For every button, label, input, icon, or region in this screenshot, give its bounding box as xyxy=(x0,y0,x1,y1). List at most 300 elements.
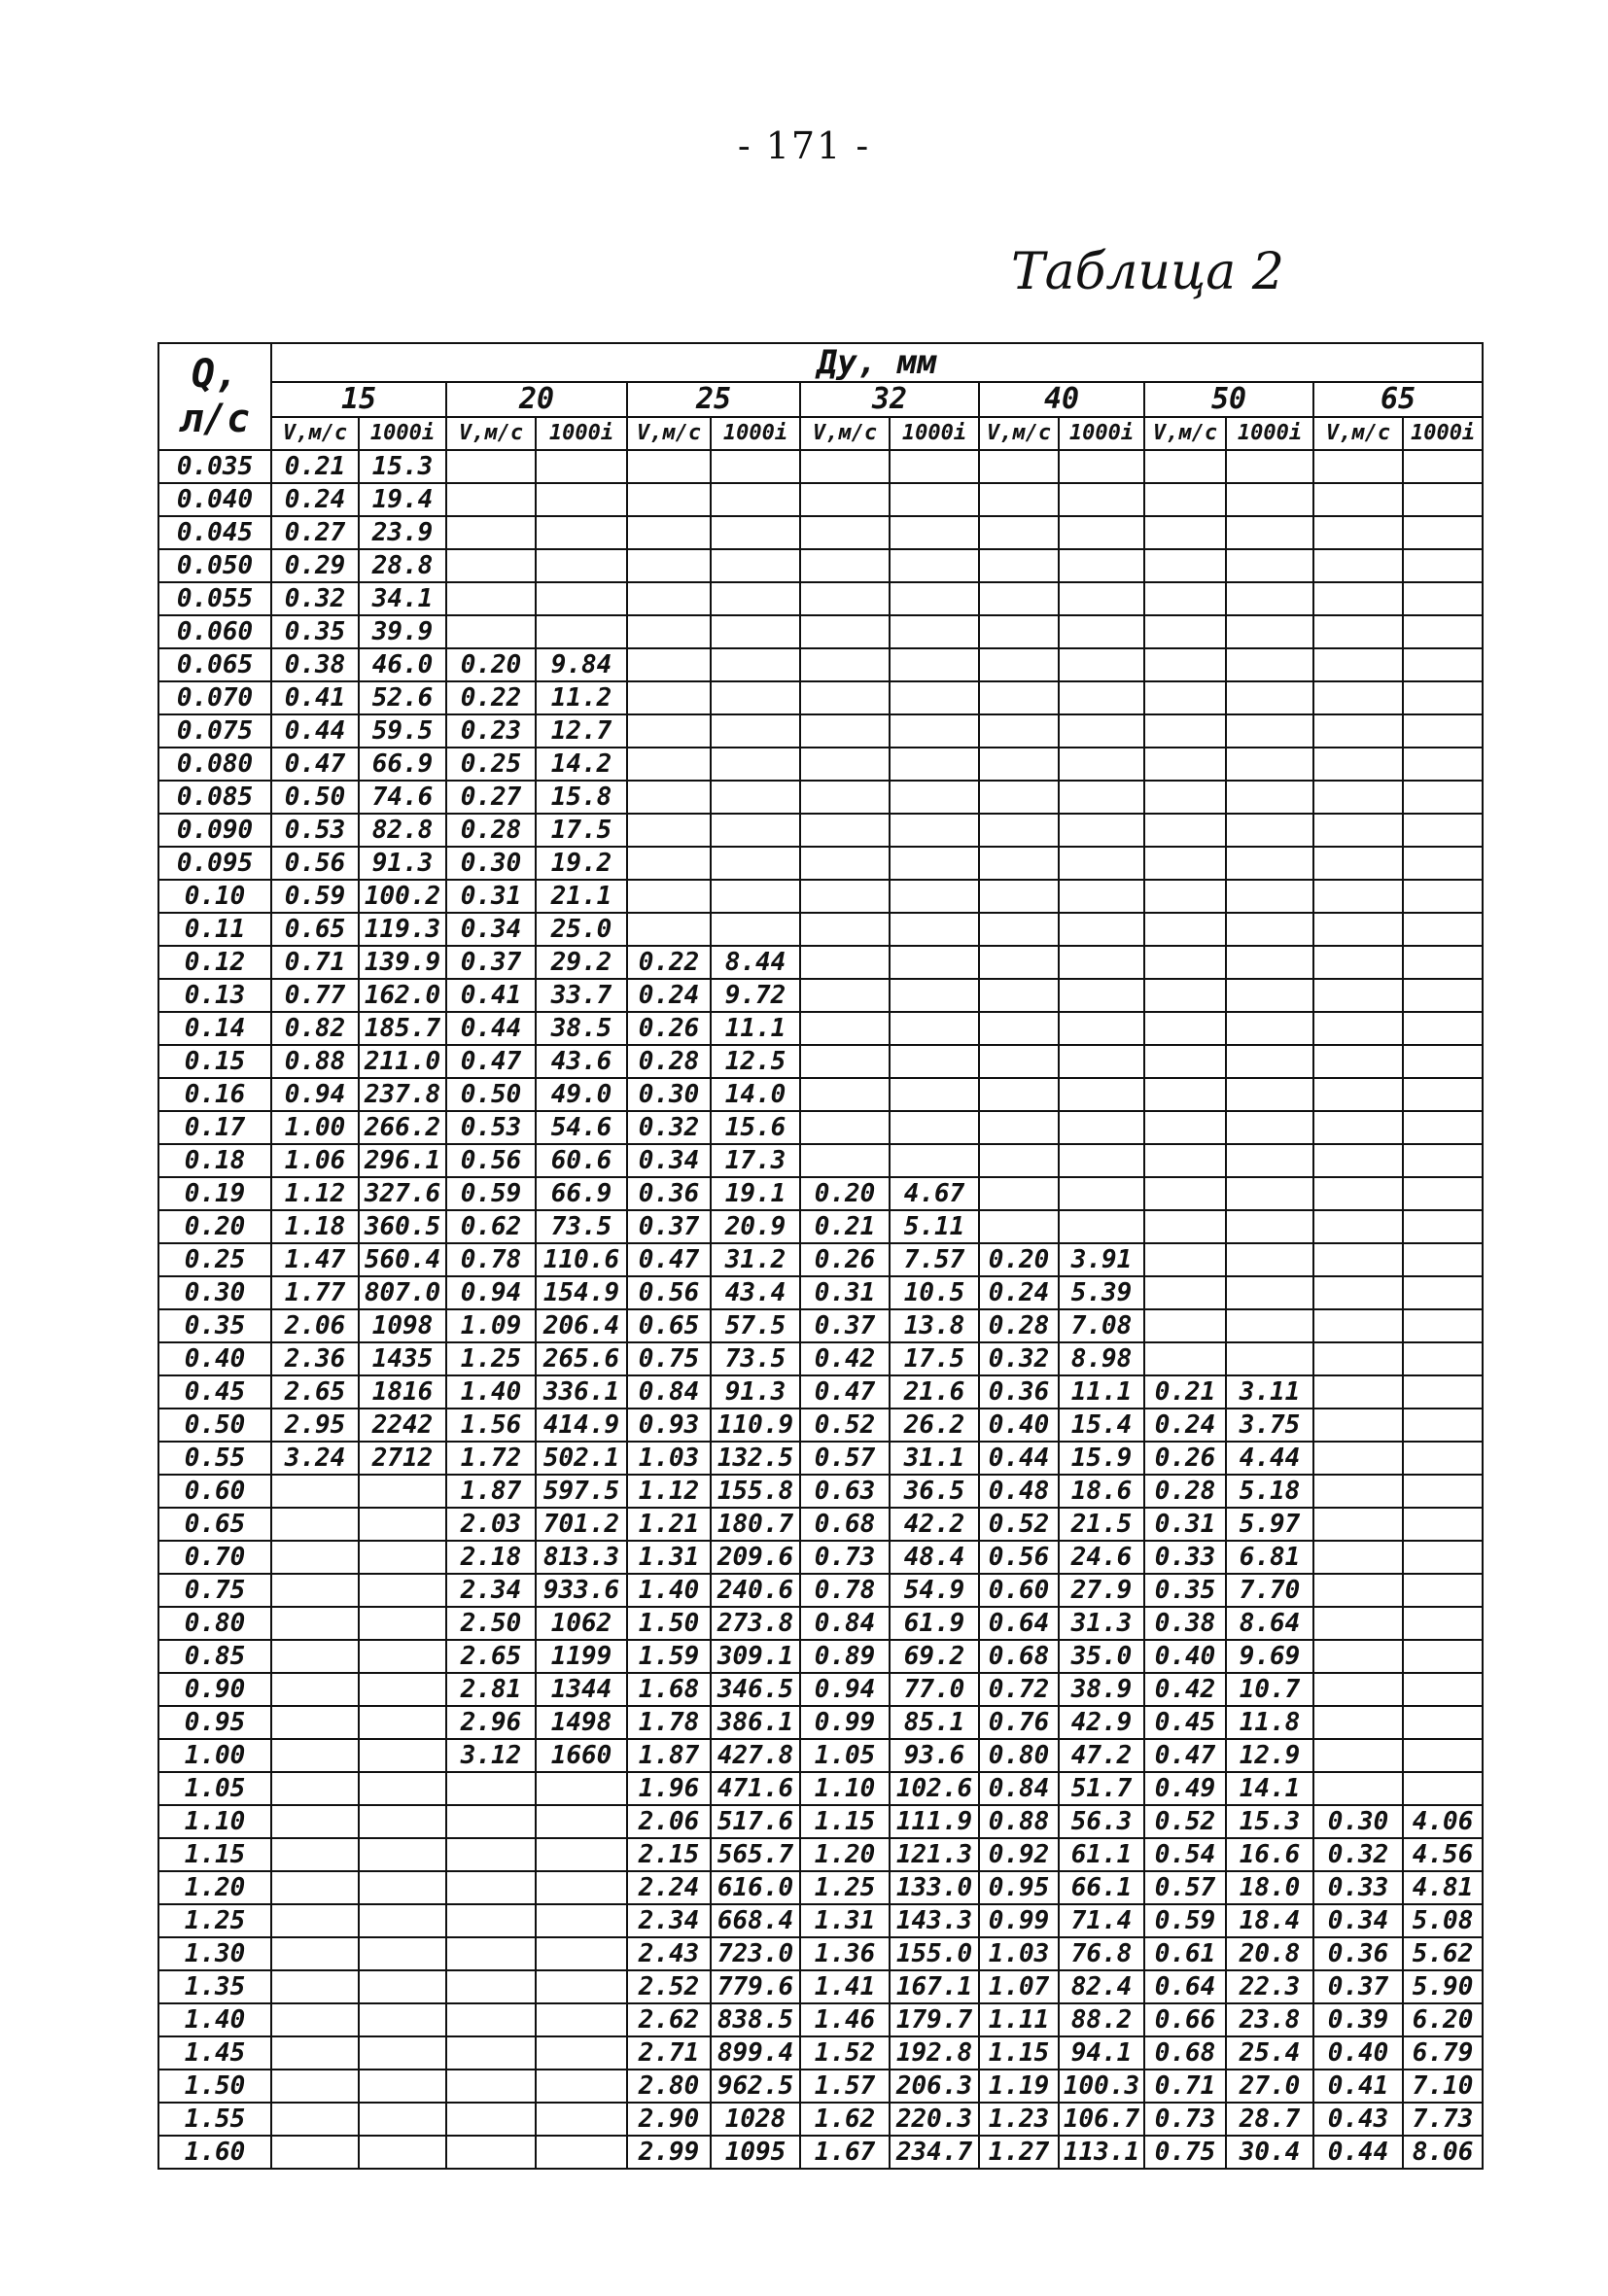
velocity-cell: 0.33 xyxy=(1313,1871,1403,1904)
headloss-cell: 48.4 xyxy=(890,1541,979,1574)
headloss-cell xyxy=(1403,1673,1483,1706)
velocity-cell: 0.40 xyxy=(1313,2036,1403,2070)
velocity-cell: 0.45 xyxy=(1144,1706,1226,1739)
headloss-cell xyxy=(890,1144,979,1177)
velocity-cell: 1.03 xyxy=(979,1937,1059,1970)
headloss-cell: 88.2 xyxy=(1059,2003,1144,2036)
velocity-cell: 0.88 xyxy=(271,1045,359,1078)
velocity-cell xyxy=(1313,1739,1403,1772)
headloss-cell xyxy=(1403,1508,1483,1541)
velocity-cell xyxy=(446,1904,536,1937)
headloss-cell xyxy=(1403,1243,1483,1276)
velocity-cell: 0.71 xyxy=(271,946,359,979)
headloss-cell xyxy=(890,549,979,582)
velocity-cell: 0.72 xyxy=(979,1673,1059,1706)
velocity-cell: 0.99 xyxy=(800,1706,890,1739)
headloss-cell: 133.0 xyxy=(890,1871,979,1904)
velocity-cell xyxy=(271,1805,359,1838)
headloss-cell xyxy=(1226,1078,1313,1111)
headloss-cell xyxy=(359,2003,446,2036)
velocity-cell xyxy=(271,1706,359,1739)
headloss-cell xyxy=(890,516,979,549)
velocity-cell: 0.40 xyxy=(979,1409,1059,1442)
headloss-cell: 36.5 xyxy=(890,1475,979,1508)
headloss-cell: 346.5 xyxy=(711,1673,800,1706)
headloss-cell xyxy=(1226,748,1313,781)
velocity-cell: 0.31 xyxy=(1144,1508,1226,1541)
headloss-cell: 76.8 xyxy=(1059,1937,1144,1970)
velocity-cell xyxy=(979,1078,1059,1111)
headloss-cell xyxy=(711,549,800,582)
headloss-cell xyxy=(536,1805,627,1838)
headloss-cell xyxy=(1059,582,1144,615)
velocity-cell xyxy=(446,450,536,483)
flow-rate-cell: 0.90 xyxy=(158,1673,271,1706)
headloss-cell: 46.0 xyxy=(359,648,446,681)
headloss-cell: 73.5 xyxy=(711,1342,800,1375)
headloss-cell xyxy=(1226,880,1313,913)
velocity-cell xyxy=(1144,913,1226,946)
velocity-cell: 2.81 xyxy=(446,1673,536,1706)
table-row xyxy=(158,483,1483,516)
headloss-cell: 12.5 xyxy=(711,1045,800,1078)
velocity-cell: 1.19 xyxy=(979,2070,1059,2103)
headloss-cell: 26.2 xyxy=(890,1409,979,1442)
table-row xyxy=(158,748,1483,781)
headloss-cell xyxy=(1403,1706,1483,1739)
velocity-cell xyxy=(627,648,711,681)
velocity-cell xyxy=(446,516,536,549)
headloss-cell: 155.0 xyxy=(890,1937,979,1970)
flow-rate-cell: 0.075 xyxy=(158,714,271,748)
flow-rate-cell: 0.19 xyxy=(158,1177,271,1210)
headloss-cell: 813.3 xyxy=(536,1541,627,1574)
headloss-cell: 565.7 xyxy=(711,1838,800,1871)
headloss-cell xyxy=(711,814,800,847)
headloss-cell: 73.5 xyxy=(536,1210,627,1243)
velocity-cell: 1.27 xyxy=(979,2136,1059,2169)
velocity-cell: 0.22 xyxy=(446,681,536,714)
headloss-cell xyxy=(1403,1541,1483,1574)
table-row xyxy=(158,880,1483,913)
velocity-cell xyxy=(446,1871,536,1904)
velocity-cell xyxy=(271,2003,359,2036)
flow-rate-cell: 0.35 xyxy=(158,1309,271,1342)
headloss-cell xyxy=(359,1706,446,1739)
velocity-cell: 1.50 xyxy=(627,1607,711,1640)
velocity-cell: 0.47 xyxy=(1144,1739,1226,1772)
velocity-cell xyxy=(1313,1045,1403,1078)
velocity-cell xyxy=(1144,615,1226,648)
flow-rate-cell: 1.20 xyxy=(158,1871,271,1904)
flow-rate-cell: 0.11 xyxy=(158,913,271,946)
headloss-cell: 12.7 xyxy=(536,714,627,748)
headloss-cell xyxy=(711,648,800,681)
headloss-cell: 192.8 xyxy=(890,2036,979,2070)
headloss-cell: 154.9 xyxy=(536,1276,627,1309)
table-body xyxy=(158,450,1483,2169)
headloss-cell: 5.18 xyxy=(1226,1475,1313,1508)
flow-rate-cell: 1.25 xyxy=(158,1904,271,1937)
velocity-cell: 0.28 xyxy=(1144,1475,1226,1508)
velocity-cell: 1.78 xyxy=(627,1706,711,1739)
headloss-cell: 838.5 xyxy=(711,2003,800,2036)
velocity-cell xyxy=(800,748,890,781)
velocity-cell xyxy=(1144,714,1226,748)
headloss-cell: 14.0 xyxy=(711,1078,800,1111)
velocity-cell: 0.47 xyxy=(271,748,359,781)
velocity-cell: 0.20 xyxy=(800,1177,890,1210)
headloss-cell: 19.1 xyxy=(711,1177,800,1210)
headloss-cell xyxy=(890,615,979,648)
headloss-cell xyxy=(536,2070,627,2103)
velocity-cell: 0.44 xyxy=(271,714,359,748)
headloss-cell xyxy=(1403,1309,1483,1342)
velocity-cell: 0.20 xyxy=(446,648,536,681)
headloss-subheader: 1000i xyxy=(1059,417,1144,450)
headloss-cell xyxy=(711,615,800,648)
table-row xyxy=(158,1574,1483,1607)
headloss-cell xyxy=(1226,516,1313,549)
velocity-cell: 0.24 xyxy=(271,483,359,516)
headloss-cell xyxy=(711,714,800,748)
headloss-cell: 5.08 xyxy=(1403,1904,1483,1937)
headloss-cell xyxy=(1403,714,1483,748)
headloss-cell xyxy=(1059,1045,1144,1078)
headloss-cell xyxy=(1226,1012,1313,1045)
headloss-cell: 143.3 xyxy=(890,1904,979,1937)
headloss-cell xyxy=(359,2036,446,2070)
headloss-cell xyxy=(1403,1475,1483,1508)
velocity-cell: 0.57 xyxy=(1144,1871,1226,1904)
velocity-cell: 0.30 xyxy=(446,847,536,880)
velocity-cell xyxy=(1313,714,1403,748)
velocity-cell: 0.65 xyxy=(271,913,359,946)
headloss-cell: 39.9 xyxy=(359,615,446,648)
headloss-cell xyxy=(536,483,627,516)
table-row xyxy=(158,1442,1483,1475)
flow-rate-cell: 1.00 xyxy=(158,1739,271,1772)
headloss-cell: 102.6 xyxy=(890,1772,979,1805)
table-row xyxy=(158,781,1483,814)
headloss-cell xyxy=(1059,913,1144,946)
headloss-cell: 9.69 xyxy=(1226,1640,1313,1673)
headloss-cell xyxy=(1403,1574,1483,1607)
headloss-cell: 43.4 xyxy=(711,1276,800,1309)
velocity-cell xyxy=(446,1937,536,1970)
velocity-cell: 0.71 xyxy=(1144,2070,1226,2103)
velocity-cell: 0.78 xyxy=(446,1243,536,1276)
headloss-cell xyxy=(1403,1111,1483,1144)
diameter-header: 25 xyxy=(627,382,800,417)
headloss-cell: 61.1 xyxy=(1059,1838,1144,1871)
velocity-cell xyxy=(1144,648,1226,681)
headloss-cell xyxy=(359,2070,446,2103)
velocity-cell xyxy=(800,847,890,880)
flow-rate-cell: 0.25 xyxy=(158,1243,271,1276)
headloss-cell: 723.0 xyxy=(711,1937,800,1970)
headloss-cell: 132.5 xyxy=(711,1442,800,1475)
flow-rate-cell: 1.55 xyxy=(158,2103,271,2136)
headloss-cell xyxy=(1226,946,1313,979)
velocity-cell: 0.84 xyxy=(800,1607,890,1640)
table-row xyxy=(158,1409,1483,1442)
headloss-cell xyxy=(1059,1210,1144,1243)
headloss-cell xyxy=(359,1838,446,1871)
headloss-cell xyxy=(1226,1309,1313,1342)
headloss-cell: 91.3 xyxy=(711,1375,800,1409)
headloss-cell: 14.1 xyxy=(1226,1772,1313,1805)
headloss-cell xyxy=(1059,714,1144,748)
velocity-cell: 2.52 xyxy=(627,1970,711,2003)
velocity-cell xyxy=(800,714,890,748)
headloss-cell: 560.4 xyxy=(359,1243,446,1276)
flow-rate-cell: 0.12 xyxy=(158,946,271,979)
velocity-cell: 0.88 xyxy=(979,1805,1059,1838)
velocity-cell: 0.80 xyxy=(979,1739,1059,1772)
headloss-cell xyxy=(536,615,627,648)
velocity-cell: 0.27 xyxy=(446,781,536,814)
headloss-cell: 5.11 xyxy=(890,1210,979,1243)
velocity-cell: 0.56 xyxy=(271,847,359,880)
headloss-cell xyxy=(711,748,800,781)
headloss-cell: 20.9 xyxy=(711,1210,800,1243)
flow-rate-cell: 0.95 xyxy=(158,1706,271,1739)
velocity-cell: 0.21 xyxy=(271,450,359,483)
flow-rate-cell: 1.35 xyxy=(158,1970,271,2003)
headloss-cell: 4.44 xyxy=(1226,1442,1313,1475)
velocity-cell: 1.31 xyxy=(627,1541,711,1574)
velocity-cell: 2.65 xyxy=(271,1375,359,1409)
velocity-cell: 0.37 xyxy=(800,1309,890,1342)
headloss-cell xyxy=(1403,979,1483,1012)
headloss-cell xyxy=(536,1970,627,2003)
velocity-cell xyxy=(1144,549,1226,582)
headloss-cell xyxy=(1403,450,1483,483)
headloss-cell xyxy=(1226,714,1313,748)
velocity-subheader: V,м/с xyxy=(800,417,890,450)
headloss-cell xyxy=(1403,913,1483,946)
velocity-cell: 2.06 xyxy=(271,1309,359,1342)
velocity-cell xyxy=(1313,814,1403,847)
headloss-cell: 5.97 xyxy=(1226,1508,1313,1541)
velocity-cell xyxy=(446,2103,536,2136)
headloss-cell: 30.4 xyxy=(1226,2136,1313,2169)
headloss-cell: 14.2 xyxy=(536,748,627,781)
headloss-cell xyxy=(1059,979,1144,1012)
headloss-cell xyxy=(890,979,979,1012)
table-row xyxy=(158,2003,1483,2036)
velocity-cell xyxy=(979,880,1059,913)
velocity-cell xyxy=(446,2036,536,2070)
velocity-cell xyxy=(1313,946,1403,979)
flow-rate-cell: 0.40 xyxy=(158,1342,271,1375)
velocity-cell: 1.00 xyxy=(271,1111,359,1144)
velocity-cell: 0.23 xyxy=(446,714,536,748)
table-row xyxy=(158,1144,1483,1177)
flow-rate-cell: 1.05 xyxy=(158,1772,271,1805)
table-row xyxy=(158,1706,1483,1739)
headloss-cell: 7.10 xyxy=(1403,2070,1483,2103)
velocity-cell: 0.32 xyxy=(1313,1838,1403,1871)
headloss-cell xyxy=(359,1871,446,1904)
headloss-cell: 933.6 xyxy=(536,1574,627,1607)
velocity-cell: 1.96 xyxy=(627,1772,711,1805)
velocity-cell xyxy=(446,2003,536,2036)
velocity-cell: 0.47 xyxy=(800,1375,890,1409)
velocity-cell xyxy=(1144,582,1226,615)
headloss-cell xyxy=(890,880,979,913)
headloss-cell xyxy=(359,1640,446,1673)
table-row xyxy=(158,1045,1483,1078)
velocity-subheader: V,м/с xyxy=(271,417,359,450)
headloss-cell xyxy=(1059,483,1144,516)
headloss-cell xyxy=(536,2103,627,2136)
headloss-cell: 179.7 xyxy=(890,2003,979,2036)
diameter-header: 50 xyxy=(1144,382,1313,417)
headloss-cell: 2712 xyxy=(359,1442,446,1475)
velocity-cell: 0.40 xyxy=(1144,1640,1226,1673)
velocity-cell xyxy=(1313,1243,1403,1276)
headloss-cell xyxy=(1403,847,1483,880)
velocity-cell: 0.42 xyxy=(800,1342,890,1375)
headloss-cell xyxy=(711,516,800,549)
headloss-cell: 597.5 xyxy=(536,1475,627,1508)
velocity-cell xyxy=(979,549,1059,582)
velocity-cell xyxy=(271,1772,359,1805)
table-row xyxy=(158,1508,1483,1541)
velocity-cell xyxy=(1313,781,1403,814)
velocity-cell xyxy=(271,1673,359,1706)
headloss-cell: 296.1 xyxy=(359,1144,446,1177)
headloss-cell xyxy=(1403,1078,1483,1111)
velocity-cell: 1.47 xyxy=(271,1243,359,1276)
velocity-cell xyxy=(1313,1375,1403,1409)
headloss-cell: 28.7 xyxy=(1226,2103,1313,2136)
headloss-cell xyxy=(359,1607,446,1640)
velocity-cell xyxy=(979,913,1059,946)
flow-rate-cell: 1.40 xyxy=(158,2003,271,2036)
headloss-cell: 8.64 xyxy=(1226,1607,1313,1640)
velocity-cell xyxy=(1313,1276,1403,1309)
flow-rate-cell: 0.85 xyxy=(158,1640,271,1673)
headloss-cell: 237.8 xyxy=(359,1078,446,1111)
headloss-cell xyxy=(1403,1012,1483,1045)
headloss-cell xyxy=(1403,814,1483,847)
velocity-cell xyxy=(800,1045,890,1078)
headloss-cell xyxy=(536,1838,627,1871)
table-row xyxy=(158,681,1483,714)
velocity-cell xyxy=(800,615,890,648)
velocity-cell xyxy=(271,1508,359,1541)
headloss-cell xyxy=(1226,648,1313,681)
table-row xyxy=(158,1375,1483,1409)
table-row xyxy=(158,913,1483,946)
headloss-cell xyxy=(359,1739,446,1772)
velocity-cell: 2.90 xyxy=(627,2103,711,2136)
page-number: - 171 - xyxy=(737,124,871,167)
velocity-cell xyxy=(627,582,711,615)
headloss-cell: 21.1 xyxy=(536,880,627,913)
flow-rate-cell: 0.60 xyxy=(158,1475,271,1508)
headloss-cell: 1199 xyxy=(536,1640,627,1673)
headloss-cell: 17.5 xyxy=(890,1342,979,1375)
headloss-cell: 3.11 xyxy=(1226,1375,1313,1409)
velocity-cell xyxy=(1313,549,1403,582)
headloss-cell: 7.70 xyxy=(1226,1574,1313,1607)
headloss-cell xyxy=(1059,1177,1144,1210)
headloss-cell xyxy=(711,483,800,516)
table-row xyxy=(158,516,1483,549)
headloss-cell: 162.0 xyxy=(359,979,446,1012)
velocity-cell: 0.54 xyxy=(1144,1838,1226,1871)
velocity-cell: 0.65 xyxy=(627,1309,711,1342)
headloss-cell xyxy=(1403,781,1483,814)
headloss-cell xyxy=(1403,1772,1483,1805)
headloss-cell: 240.6 xyxy=(711,1574,800,1607)
headloss-cell xyxy=(890,781,979,814)
velocity-cell: 0.64 xyxy=(1144,1970,1226,2003)
headloss-cell: 43.6 xyxy=(536,1045,627,1078)
headloss-cell: 1816 xyxy=(359,1375,446,1409)
q-header-cell xyxy=(158,343,271,450)
headloss-cell: 11.1 xyxy=(1059,1375,1144,1409)
headloss-cell: 54.6 xyxy=(536,1111,627,1144)
headloss-cell: 4.81 xyxy=(1403,1871,1483,1904)
velocity-cell xyxy=(800,648,890,681)
flow-rate-cell: 0.040 xyxy=(158,483,271,516)
headloss-cell: 273.8 xyxy=(711,1607,800,1640)
headloss-cell: 11.8 xyxy=(1226,1706,1313,1739)
velocity-cell xyxy=(446,582,536,615)
headloss-cell: 10.5 xyxy=(890,1276,979,1309)
headloss-cell: 24.6 xyxy=(1059,1541,1144,1574)
velocity-cell xyxy=(1144,1144,1226,1177)
headloss-cell: 42.9 xyxy=(1059,1706,1144,1739)
headloss-cell xyxy=(890,748,979,781)
headloss-cell xyxy=(1059,880,1144,913)
velocity-cell: 0.31 xyxy=(800,1276,890,1309)
velocity-cell: 2.34 xyxy=(446,1574,536,1607)
flow-rate-cell: 0.095 xyxy=(158,847,271,880)
flow-rate-cell: 0.055 xyxy=(158,582,271,615)
headloss-cell xyxy=(711,450,800,483)
headloss-subheader: 1000i xyxy=(1403,417,1483,450)
velocity-cell: 0.34 xyxy=(1313,1904,1403,1937)
headloss-cell xyxy=(1226,681,1313,714)
velocity-cell xyxy=(1313,681,1403,714)
flow-rate-cell: 1.60 xyxy=(158,2136,271,2169)
velocity-cell xyxy=(271,1970,359,2003)
headloss-cell: 61.9 xyxy=(890,1607,979,1640)
headloss-cell: 12.9 xyxy=(1226,1739,1313,1772)
velocity-cell: 3.12 xyxy=(446,1739,536,1772)
velocity-cell: 1.40 xyxy=(627,1574,711,1607)
velocity-cell: 0.84 xyxy=(627,1375,711,1409)
flow-rate-cell: 1.45 xyxy=(158,2036,271,2070)
headloss-cell xyxy=(890,946,979,979)
velocity-cell: 2.34 xyxy=(627,1904,711,1937)
headloss-cell: 13.8 xyxy=(890,1309,979,1342)
headloss-cell xyxy=(890,714,979,748)
velocity-cell xyxy=(1144,1342,1226,1375)
headloss-cell: 82.8 xyxy=(359,814,446,847)
velocity-cell xyxy=(1313,1508,1403,1541)
headloss-cell: 668.4 xyxy=(711,1904,800,1937)
flow-rate-cell: 0.18 xyxy=(158,1144,271,1177)
velocity-cell xyxy=(979,748,1059,781)
velocity-cell xyxy=(979,516,1059,549)
